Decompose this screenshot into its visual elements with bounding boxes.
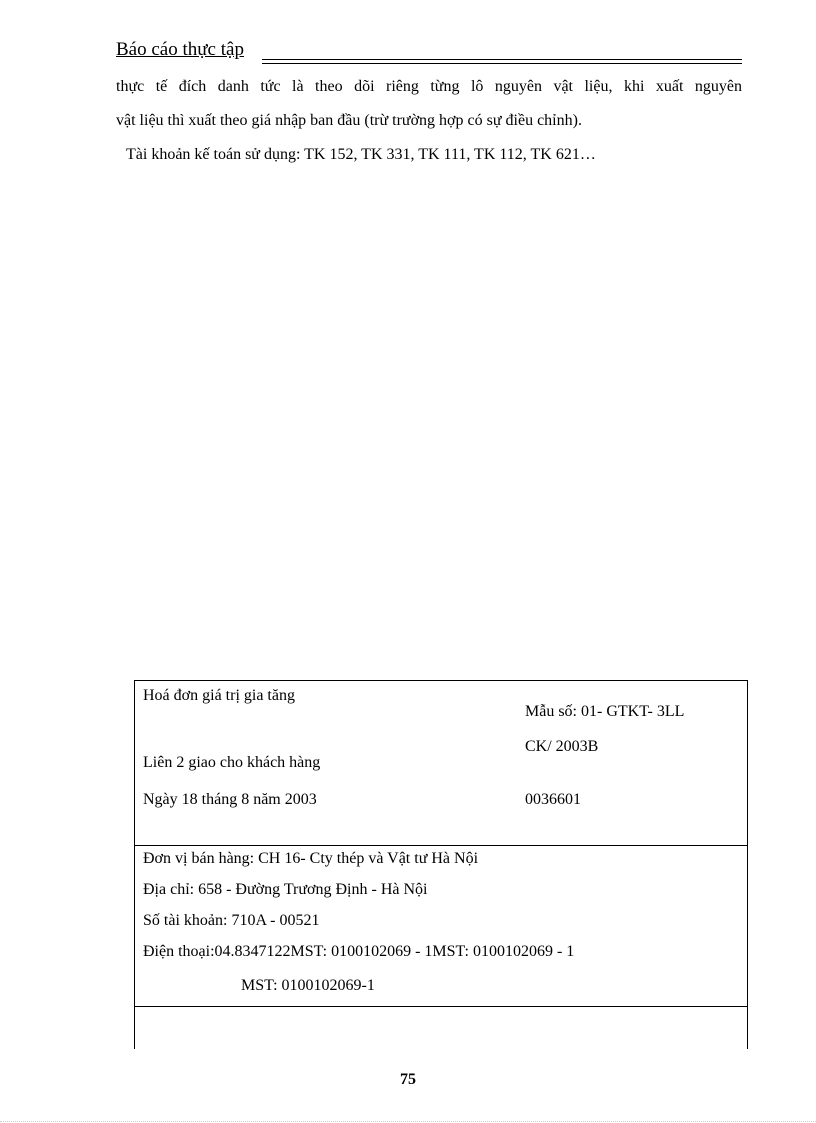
invoice-copy-note: Liên 2 giao cho khách hàng xyxy=(143,754,321,771)
invoice-date: Ngày 18 tháng 8 năm 2003 xyxy=(143,791,317,808)
page-bottom-divider xyxy=(0,1121,816,1122)
page-number: 75 xyxy=(400,1071,416,1088)
invoice-buyer-section xyxy=(135,1008,747,1049)
seller-phone-tax: Điện thoại:04.8347122MST: 0100102069 - 1MST: 0100102069 - 1 xyxy=(143,943,575,960)
body-paragraph-line-3: Tài khoản kế toán sử dụng: TK 152, TK 331, TK 111, TK 112, TK 621… xyxy=(126,146,596,163)
invoice-title: Hoá đơn giá trị gia tăng xyxy=(143,687,295,704)
header-title: Báo cáo thực tập xyxy=(116,39,244,60)
vat-invoice xyxy=(134,680,748,1049)
page-header xyxy=(116,38,742,64)
seller-address: Địa chỉ: 658 - Đường Trương Định - Hà Nội xyxy=(143,881,428,898)
seller-name: Đơn vị bán hàng: CH 16- Cty thép và Vật tư Hà Nội xyxy=(143,850,479,867)
invoice-number: 0036601 xyxy=(525,791,581,808)
invoice-seller-section xyxy=(135,846,747,1007)
seller-tax-code: MST: 0100102069-1 xyxy=(241,977,375,994)
invoice-form-number: Mẫu số: 01- GTKT- 3LL xyxy=(525,703,685,720)
body-paragraph-line-1: thực tế đích danh tức là theo dõi riêng từng lô nguyên vật liệu, khi xuất nguyên xyxy=(116,78,742,95)
seller-account: Số tài khoản: 710A - 00521 xyxy=(143,912,320,929)
invoice-header-section xyxy=(135,681,747,846)
body-paragraph-line-2: vật liệu thì xuất theo giá nhập ban đầu (trừ trường hợp có sự điều chỉnh). xyxy=(116,112,582,129)
header-rule xyxy=(262,59,742,64)
invoice-series: CK/ 2003B xyxy=(525,738,599,755)
